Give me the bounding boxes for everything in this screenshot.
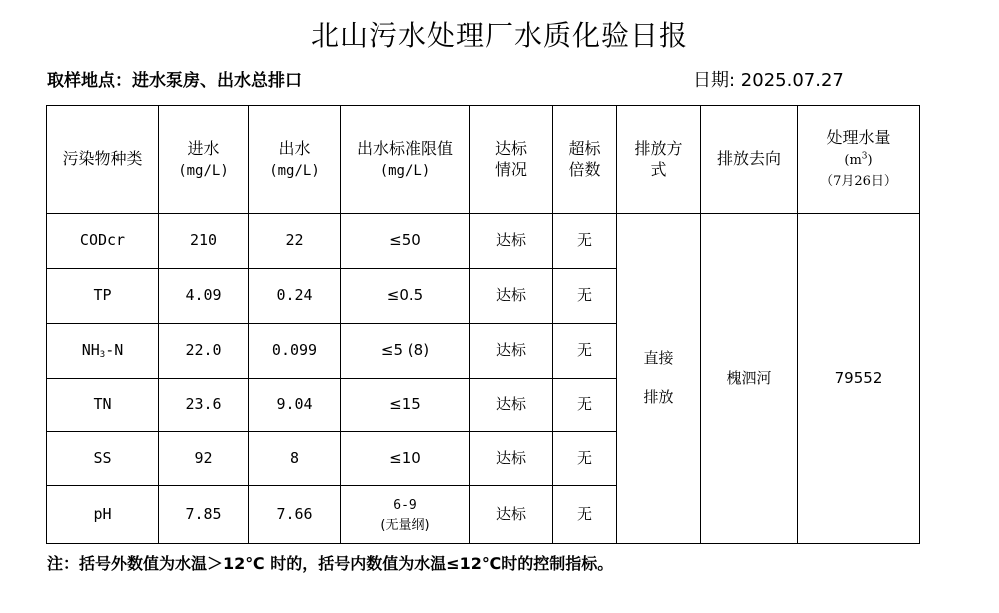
pollutant-name: CODcr — [47, 214, 159, 269]
effluent-value: 0.24 — [249, 269, 341, 324]
exceed-multiple: 无 — [553, 324, 617, 379]
exceed-multiple: 无 — [553, 269, 617, 324]
header-effluent: 出水 (mg/L) — [249, 106, 341, 214]
effluent-value: 9.04 — [249, 379, 341, 432]
exceed-multiple: 无 — [553, 214, 617, 269]
exceed-multiple: 无 — [553, 486, 617, 544]
header-pollutant: 污染物种类 — [47, 106, 159, 214]
limit-value: ≤0.5 — [341, 269, 470, 324]
discharge-destination: 槐泗河 — [701, 214, 798, 544]
limit-value: ≤50 — [341, 214, 470, 269]
sampling-location: 取样地点：进水泵房、出水总排口 — [47, 71, 302, 91]
water-quality-table — [46, 105, 920, 544]
header-limit: 出水标准限值 (mg/L) — [341, 106, 470, 214]
limit-value: 6-9 (无量纲) — [341, 486, 470, 544]
influent-value: 210 — [159, 214, 249, 269]
compliance-status: 达标 — [470, 214, 553, 269]
compliance-status: 达标 — [470, 269, 553, 324]
footnote: 注：括号外数值为水温＞12℃ 时的，括号内数值为水温≤12℃时的控制指标。 — [47, 554, 614, 573]
limit-value: ≤15 — [341, 379, 470, 432]
report-title: 北山污水处理厂水质化验日报 — [310, 19, 688, 52]
pollutant-name: pH — [47, 486, 159, 544]
influent-value: 92 — [159, 432, 249, 486]
influent-value: 23.6 — [159, 379, 249, 432]
pollutant-name: TN — [47, 379, 159, 432]
influent-value: 7.85 — [159, 486, 249, 544]
header-influent: 进水 (mg/L) — [159, 106, 249, 214]
effluent-value: 8 — [249, 432, 341, 486]
exceed-multiple: 无 — [553, 379, 617, 432]
header-discharge-destination: 排放去向 — [701, 106, 798, 214]
table-header-row — [47, 106, 920, 214]
compliance-status: 达标 — [470, 432, 553, 486]
effluent-value: 0.099 — [249, 324, 341, 379]
header-compliance: 达标 情况 — [470, 106, 553, 214]
effluent-value: 7.66 — [249, 486, 341, 544]
compliance-status: 达标 — [470, 486, 553, 544]
influent-value: 4.09 — [159, 269, 249, 324]
limit-value: ≤10 — [341, 432, 470, 486]
compliance-status: 达标 — [470, 379, 553, 432]
treated-volume: 79552 — [798, 214, 920, 544]
limit-value: ≤5 (8) — [341, 324, 470, 379]
effluent-value: 22 — [249, 214, 341, 269]
header-discharge-method: 排放方 式 — [617, 106, 701, 214]
pollutant-name: $NH_3-N$ — [47, 324, 159, 379]
influent-value: 22.0 — [159, 324, 249, 379]
header-exceed: 超标 倍数 — [553, 106, 617, 214]
pollutant-name: SS — [47, 432, 159, 486]
compliance-status: 达标 — [470, 324, 553, 379]
report-date: 日期: 2025.07.27 — [693, 70, 844, 91]
pollutant-name: TP — [47, 269, 159, 324]
discharge-method: 直接 排放 — [617, 214, 701, 544]
header-treated-volume: 处理水量 $(m^3)$ （7月26日） — [798, 106, 920, 214]
table-row — [47, 214, 920, 269]
exceed-multiple: 无 — [553, 432, 617, 486]
